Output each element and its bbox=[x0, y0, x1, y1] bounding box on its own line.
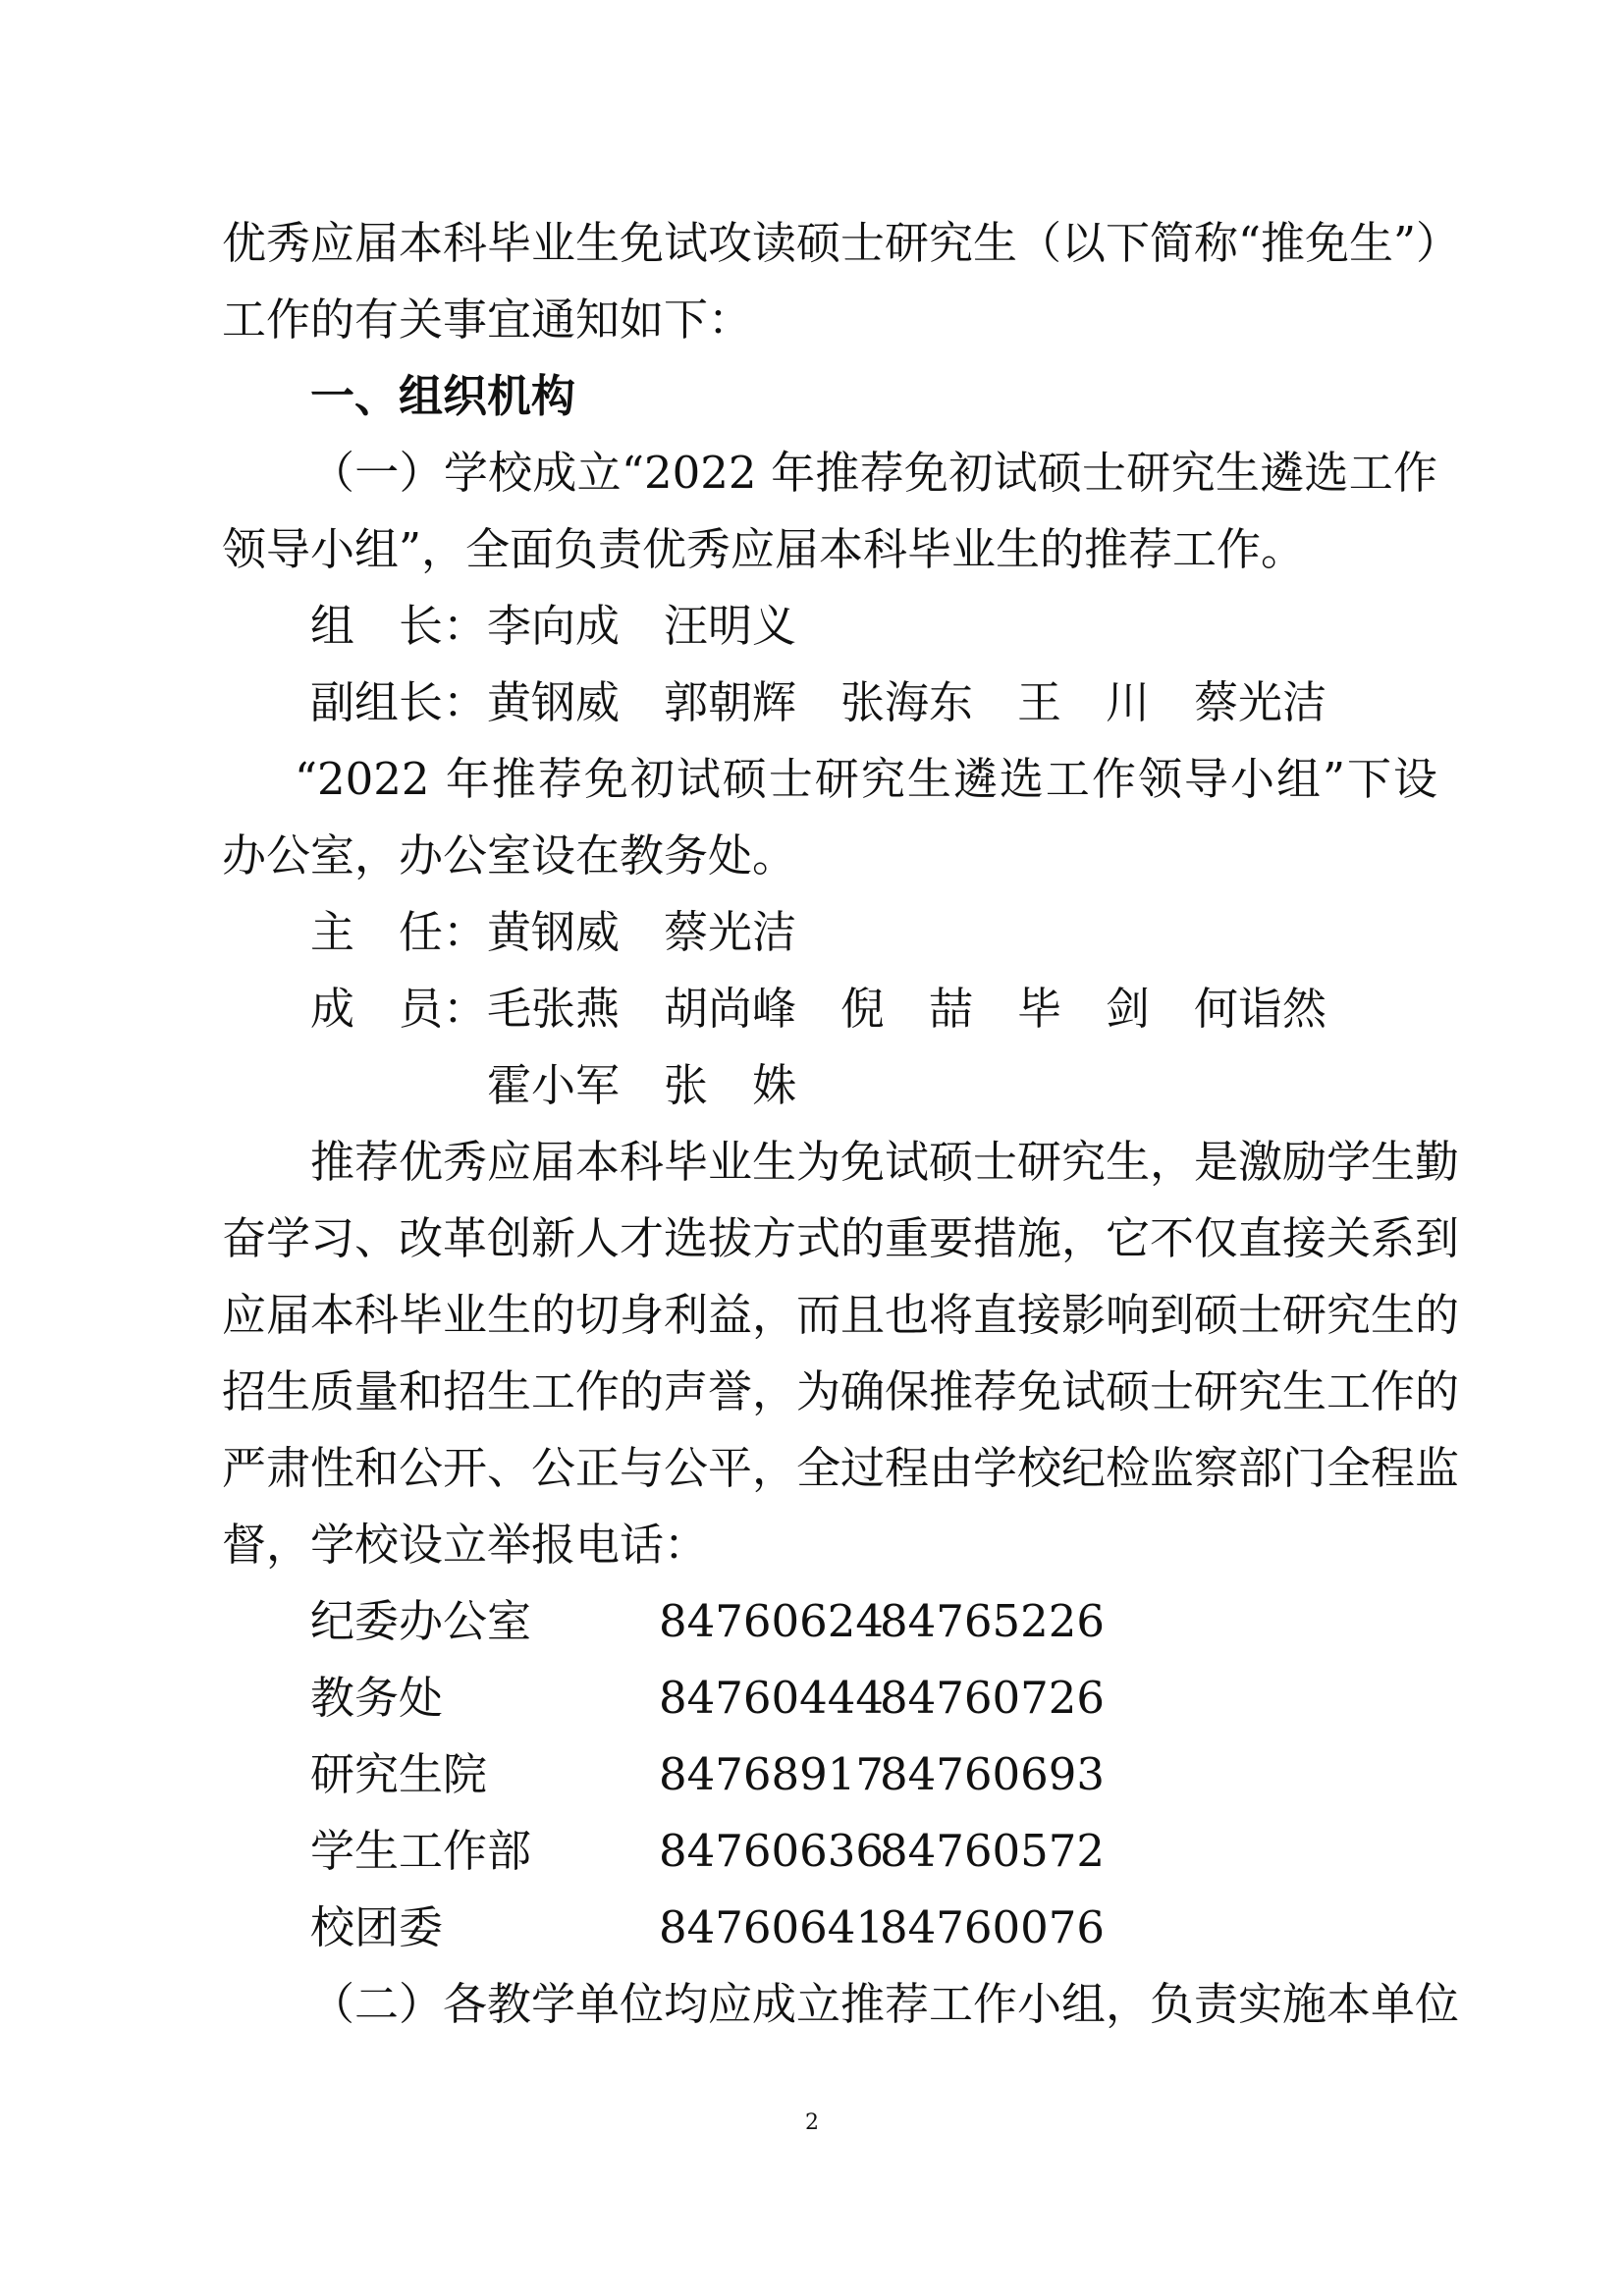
group-leader-names: 李向成 汪明义 bbox=[487, 600, 797, 652]
phone-number-1: 84760444 bbox=[659, 1672, 885, 1724]
para1-line-2: 领导小组”，全面负责优秀应届本科毕业生的推荐工作。 bbox=[222, 523, 1306, 575]
phone-number-2: 84760076 bbox=[880, 1901, 1106, 1953]
intro-line-2: 工作的有关事宜通知如下： bbox=[222, 294, 753, 346]
member-names-line-1: 毛张燕 胡尚峰 倪 喆 毕 剑 何诣然 bbox=[487, 983, 1327, 1035]
para1-line-1: （一）学校成立“2022 年推荐免初试硕士研究生遴选工作 bbox=[310, 447, 1437, 499]
director-names: 黄钢威 蔡光洁 bbox=[487, 906, 797, 958]
phone-number-1: 84760636 bbox=[659, 1825, 885, 1877]
group-leader-row bbox=[310, 597, 1437, 656]
member-names-line-2: 霍小军 张 姝 bbox=[487, 1059, 797, 1111]
phone-dept: 校团委 bbox=[310, 1901, 444, 1953]
phone-number-2: 84760726 bbox=[880, 1672, 1106, 1724]
para2-line-3: 应届本科毕业生的切身利益，而且也将直接影响到硕士研究生的 bbox=[222, 1289, 1460, 1341]
phone-row bbox=[310, 1592, 1437, 1651]
intro-line-1: 优秀应届本科毕业生免试攻读硕士研究生（以下简称“推免生”） bbox=[222, 217, 1461, 269]
phone-number-1: 84760624 bbox=[659, 1595, 885, 1647]
phone-dept: 学生工作部 bbox=[310, 1825, 532, 1877]
para2-line-4: 招生质量和招生工作的声誉，为确保推荐免试硕士研究生工作的 bbox=[222, 1365, 1460, 1417]
deputy-leader-row bbox=[310, 673, 1437, 732]
phone-dept: 纪委办公室 bbox=[310, 1595, 532, 1647]
phone-dept: 教务处 bbox=[310, 1672, 444, 1724]
para2-line-6: 督，学校设立举报电话： bbox=[222, 1519, 709, 1571]
phone-number-2: 84760572 bbox=[880, 1825, 1106, 1877]
phone-dept: 研究生院 bbox=[310, 1748, 488, 1800]
phone-row bbox=[310, 1898, 1437, 1957]
phone-number-2: 84760693 bbox=[880, 1748, 1106, 1800]
member-row bbox=[310, 980, 1437, 1039]
para3-line-1: （二）各教学单位均应成立推荐工作小组，负责实施本单位 bbox=[310, 1978, 1460, 2030]
phone-row bbox=[310, 1822, 1437, 1881]
phone-number-1: 84760641 bbox=[659, 1901, 885, 1953]
group-leader-label: 组 长： bbox=[310, 600, 488, 652]
section-heading: 一、组织机构 bbox=[310, 370, 576, 422]
page-number: 2 bbox=[805, 2110, 819, 2135]
deputy-label: 副组长： bbox=[310, 676, 488, 728]
deputy-names: 黄钢威 郭朝辉 张海东 王 川 蔡光洁 bbox=[487, 676, 1327, 728]
phone-row bbox=[310, 1745, 1437, 1804]
office-line-2: 办公室，办公室设在教务处。 bbox=[222, 829, 797, 881]
phone-row bbox=[310, 1669, 1437, 1728]
member-label: 成 员： bbox=[310, 983, 488, 1035]
director-row bbox=[310, 903, 1437, 962]
phone-number-1: 84768917 bbox=[659, 1748, 885, 1800]
office-line-1: “2022 年推荐免初试硕士研究生遴选工作领导小组”下设 bbox=[295, 753, 1437, 805]
phone-number-2: 84765226 bbox=[880, 1595, 1106, 1647]
para2-line-5: 严肃性和公开、公正与公平，全过程由学校纪检监察部门全程监 bbox=[222, 1442, 1460, 1494]
para2-line-1: 推荐优秀应届本科毕业生为免试硕士研究生，是激励学生勤 bbox=[310, 1136, 1460, 1188]
para2-line-2: 奋学习、改革创新人才选拔方式的重要措施，它不仅直接关系到 bbox=[222, 1212, 1460, 1264]
director-label: 主 任： bbox=[310, 906, 488, 958]
